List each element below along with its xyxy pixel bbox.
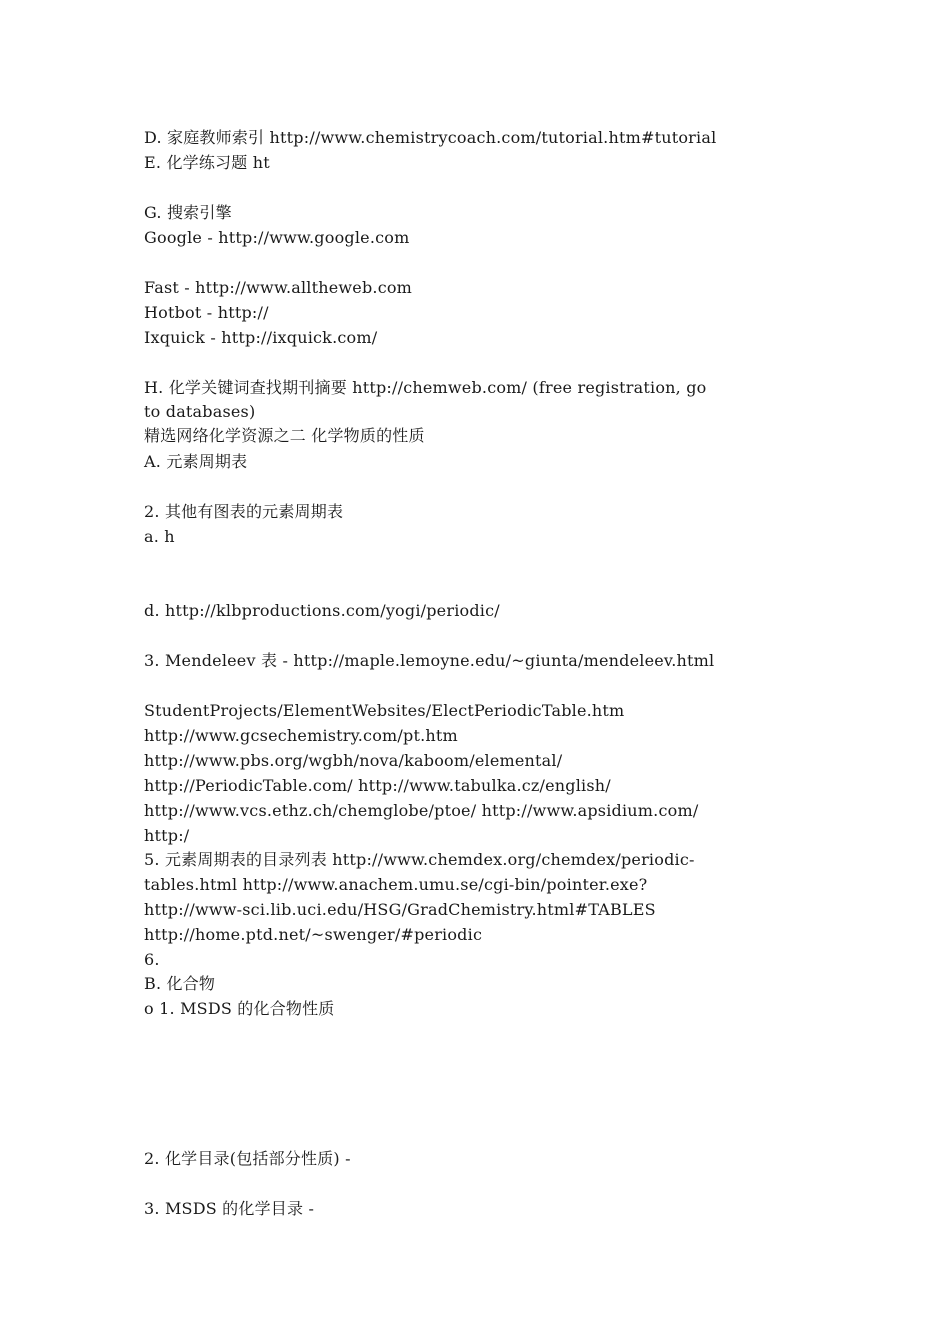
text-line: 3. Mendeleev 表 - http://maple.lemoyne.edu/~giunta/mendeleev.html [144, 651, 715, 670]
text-line: http://www-sci.lib.uci.edu/HSG/GradChemistry.html#TABLES [144, 900, 656, 919]
text-line: tables.html http://www.anachem.umu.se/cgi-bin/pointer.exe? [144, 875, 648, 894]
text-line: http://www.vcs.ethz.ch/chemglobe/ptoe/ http://www.apsidium.com/ [144, 801, 699, 820]
text-line: 5. 元素周期表的目录列表 http://www.chemdex.org/chemdex/periodic- [144, 850, 695, 869]
text-line: 6. [144, 950, 160, 969]
text-line: E. 化学练习题 ht [144, 153, 270, 172]
text-line: o 1. MSDS 的化合物性质 [144, 999, 335, 1018]
text-line: http://PeriodicTable.com/ http://www.tabulka.cz/english/ [144, 776, 611, 795]
text-line: d. http://klbproductions.com/yogi/periodic/ [144, 601, 500, 620]
text-line: Google - http://www.google.com [144, 228, 410, 247]
text-line: a. h [144, 527, 175, 546]
text-line: H. 化学关键词查找期刊摘要 http://chemweb.com/ (free registration, go [144, 378, 707, 397]
text-line: 2. 其他有图表的元素周期表 [144, 502, 344, 521]
text-line: Ixquick - http://ixquick.com/ [144, 328, 378, 347]
text-line: Hotbot - http:// [144, 303, 269, 322]
section-heading: B. 化合物 [144, 974, 216, 993]
text-line: 3. MSDS 的化学目录 - [144, 1199, 315, 1218]
text-line: http://www.pbs.org/wgbh/nova/kaboom/elemental/ [144, 751, 563, 770]
text-line: 2. 化学目录(包括部分性质) - [144, 1149, 351, 1168]
text-line: http://www.gcsechemistry.com/pt.htm [144, 726, 458, 745]
text-line: http://home.ptd.net/~swenger/#periodic [144, 925, 483, 944]
section-heading: 精选网络化学资源之二 化学物质的性质 [144, 426, 425, 445]
section-heading: A. 元素周期表 [144, 452, 248, 471]
text-line: http:/ [144, 826, 190, 845]
text-line: StudentProjects/ElementWebsites/ElectPeriodicTable.htm [144, 701, 625, 720]
text-line: Fast - http://www.alltheweb.com [144, 278, 413, 297]
section-heading: G. 搜索引擎 [144, 203, 232, 222]
text-line: D. 家庭教师索引 http://www.chemistrycoach.com/tutorial.htm#tutorial [144, 128, 717, 147]
text-line: to databases) [144, 402, 256, 421]
